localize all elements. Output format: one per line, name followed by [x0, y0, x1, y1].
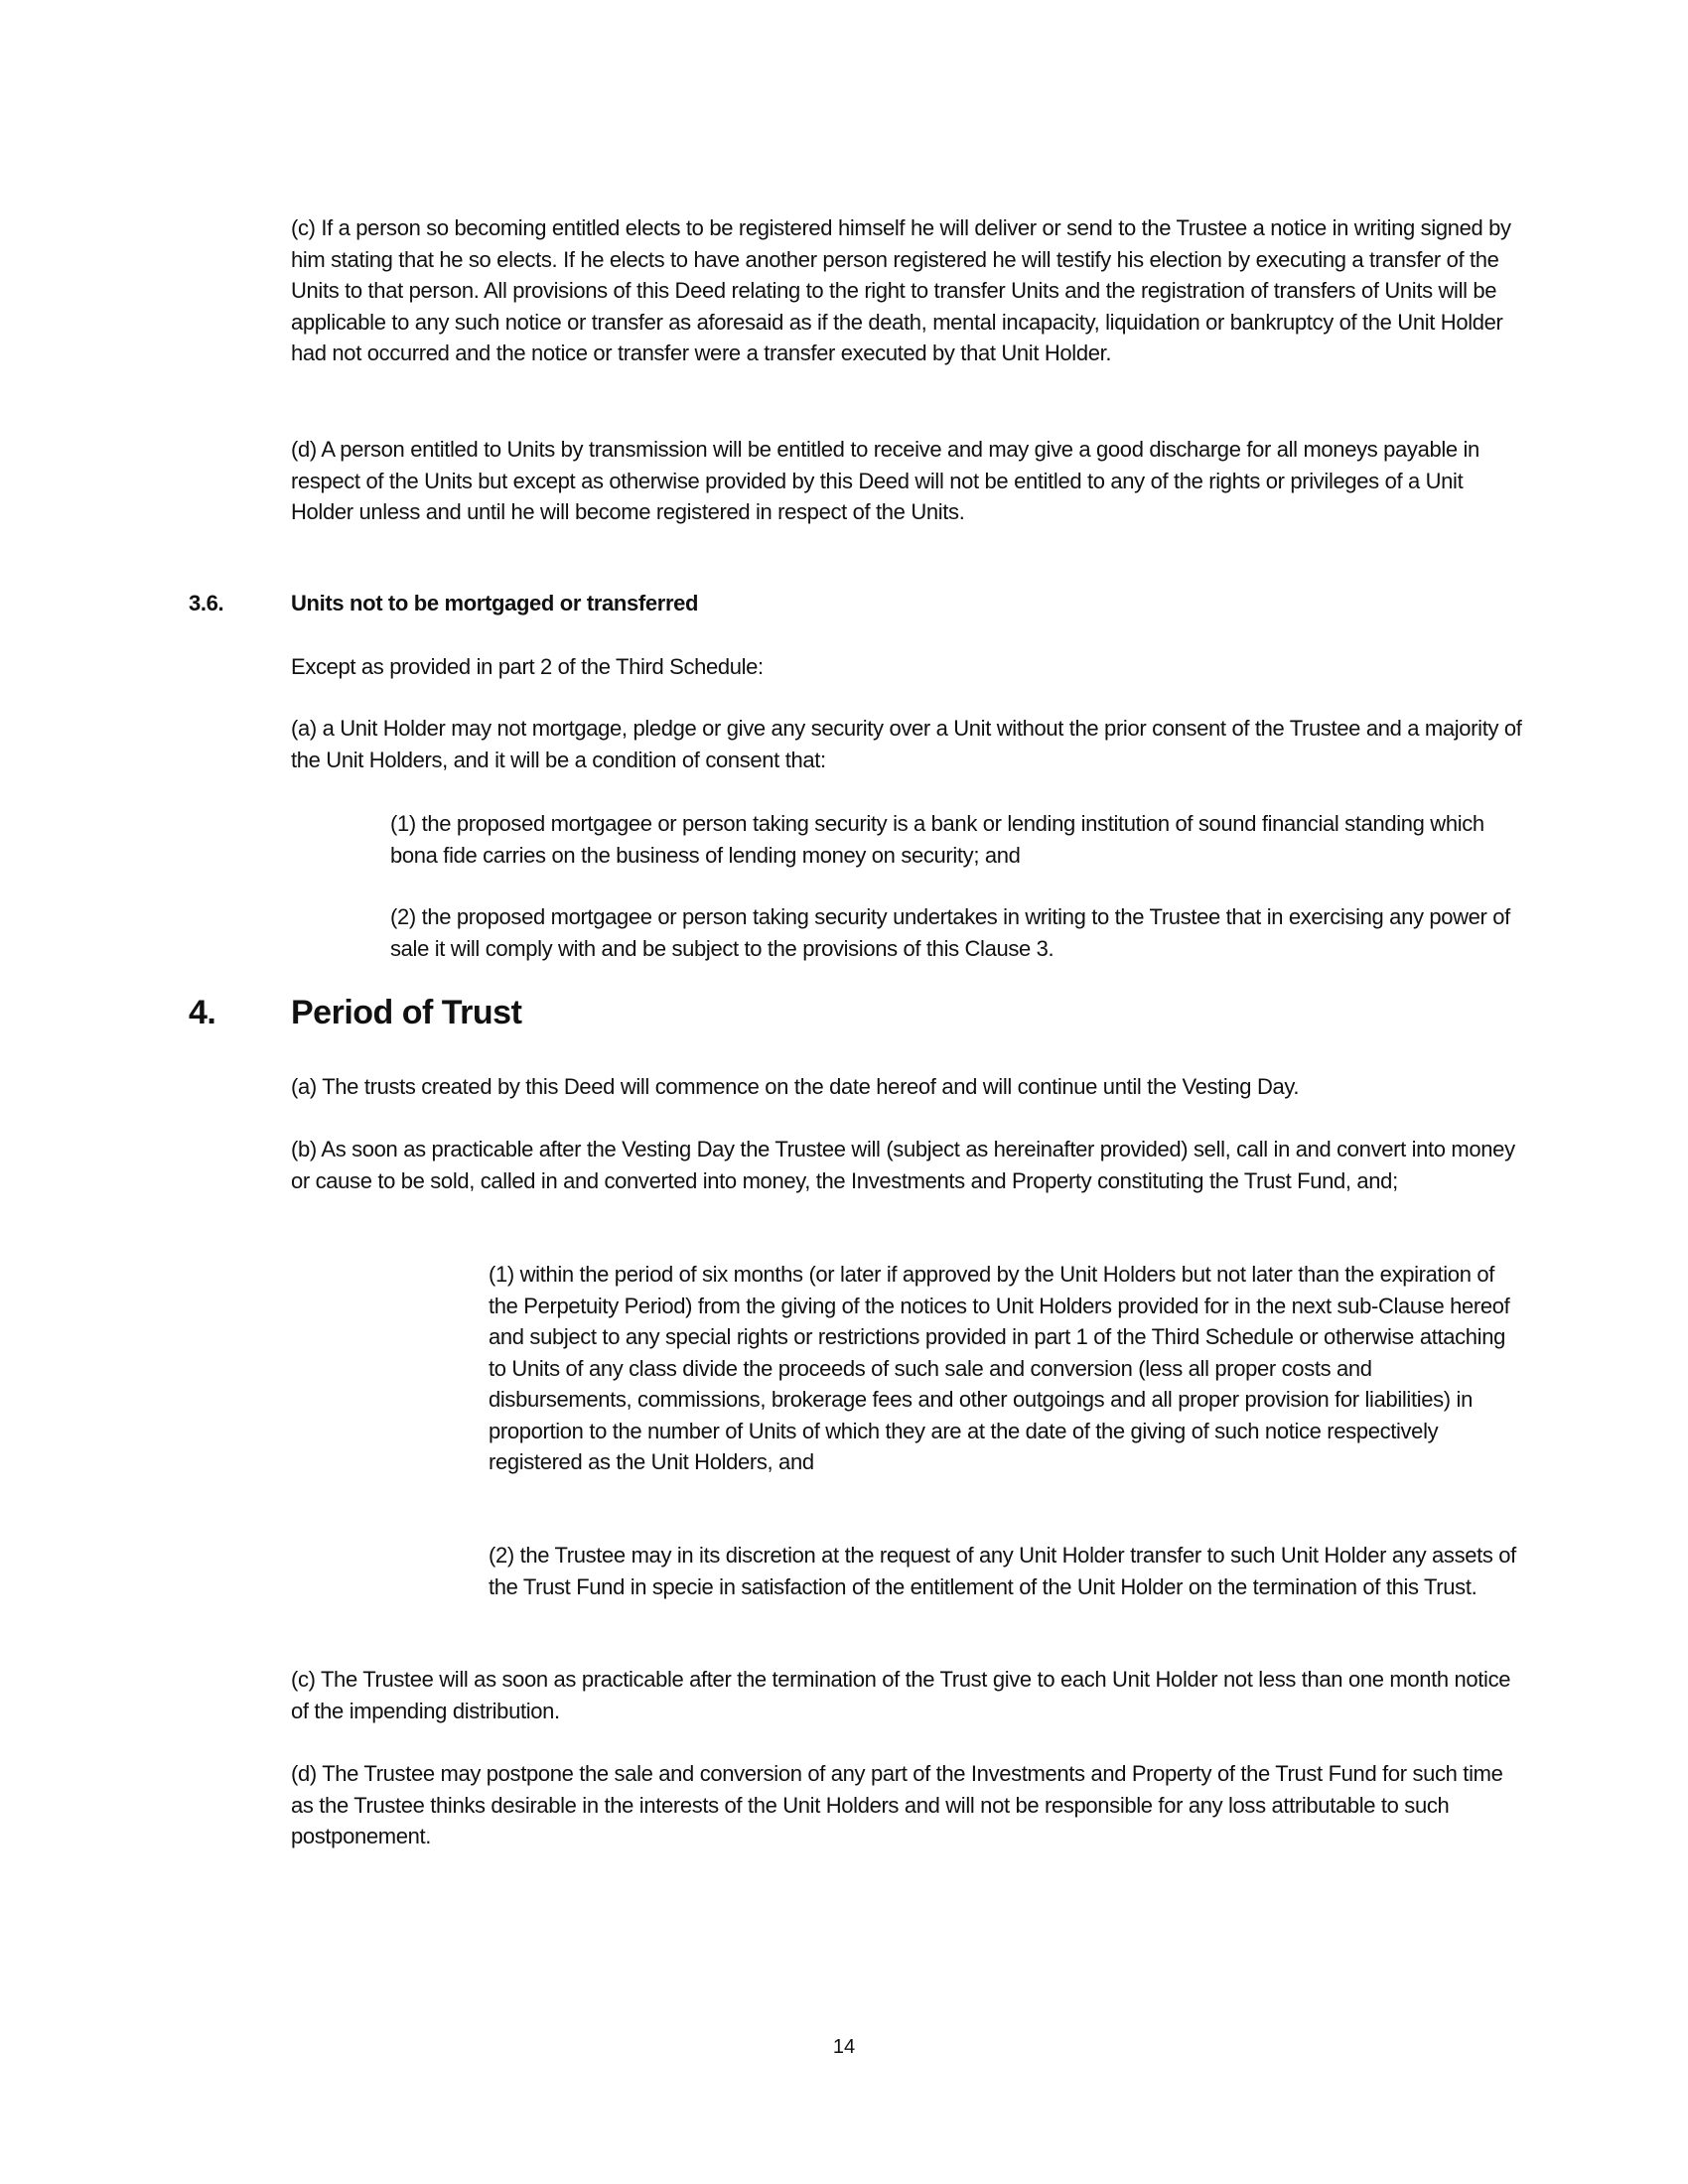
- section-3-6-intro: Except as provided in part 2 of the Third Schedule:: [291, 654, 764, 679]
- section-3-6-a: (a) a Unit Holder may not mortgage, pledge or give any security over a Unit without the prior consent of the Trustee and a majority of the Unit Holders, and it will be a condition of consent that:: [291, 716, 1522, 772]
- section-4-c: (c) The Trustee will as soon as practicable after the termination of the Trust give to each Unit Holder not less than one month notice of the impending distribution.: [291, 1667, 1511, 1723]
- paragraph-3-5-c: (c) If a person so becoming entitled elects to be registered himself he will deliver or send to the Trustee a notice in writing signed by him stating that he so elects. If he elects to have another person registered he will testify his election by executing a transfer of the Units to that person. All provisions of this Deed relating to the right to transfer Units and the registration of transfers of Units will be applicable to any such notice or transfer as aforesaid as if the death, mental incapacity, liquidation or bankruptcy of the Unit Holder had not occurred and the notice or transfer were a transfer executed by that Unit Holder.: [291, 215, 1511, 365]
- section-4-d: (d) The Trustee may postpone the sale and conversion of any part of the Investments and Property of the Trust Fund for such time as the Trustee thinks desirable in the interests of the Unit Holders and will not be responsible for any loss attributable to such postponement.: [291, 1761, 1503, 1848]
- section-4-b: (b) As soon as practicable after the Vesting Day the Trustee will (subject as hereinafter provided) sell, call in and convert into money or cause to be sold, called in and converted into money, the Investments and Property constituting the Trust Fund, and;: [291, 1137, 1515, 1193]
- section-4-b-2: (2) the Trustee may in its discretion at the request of any Unit Holder transfer to such Unit Holder any assets of the Trust Fund in specie in satisfaction of the entitlement of the Unit Holder on the termination of this Trust.: [489, 1543, 1516, 1599]
- section-4-b-1: (1) within the period of six months (or later if approved by the Unit Holders but not later than the expiration of the Perpetuity Period) from the giving of the notices to Unit Holders provided for in the next sub-Clause hereof and subject to any special rights or restrictions provided in part 1 of the Third Schedule or otherwise attaching to Units of any class divide the proceeds of such sale and conversion (less all proper costs and disbursements, commissions, brokerage fees and other outgoings and all proper provision for liabilities) in proportion to the number of Units of which they are at the date of the giving of such notice respectively registered as the Unit Holders, and: [489, 1262, 1510, 1474]
- section-3-6-title: Units not to be mortgaged or transferred: [291, 591, 699, 615]
- section-4-number: 4.: [189, 994, 216, 1031]
- section-3-6-a-2: (2) the proposed mortgagee or person taking security undertakes in writing to the Trustee that in exercising any power of sale it will comply with and be subject to the provisions of this Clause 3.: [390, 904, 1510, 961]
- section-3-6-a-1: (1) the proposed mortgagee or person taking security is a bank or lending institution of sound financial standing which bona fide carries on the business of lending money on security; and: [390, 811, 1484, 868]
- section-4-title: Period of Trust: [291, 994, 522, 1031]
- page-number: 14: [832, 2036, 856, 2058]
- paragraph-3-5-d: (d) A person entitled to Units by transmission will be entitled to receive and may give a good discharge for all moneys payable in respect of the Units but except as otherwise provided by this Deed will not be entitled to any of the rights or privileges of a Unit Holder unless and until he will become registered in respect of the Units.: [291, 437, 1479, 524]
- section-3-6-number: 3.6.: [189, 591, 224, 615]
- section-4-a: (a) The trusts created by this Deed will commence on the date hereof and will continue until the Vesting Day.: [291, 1074, 1300, 1099]
